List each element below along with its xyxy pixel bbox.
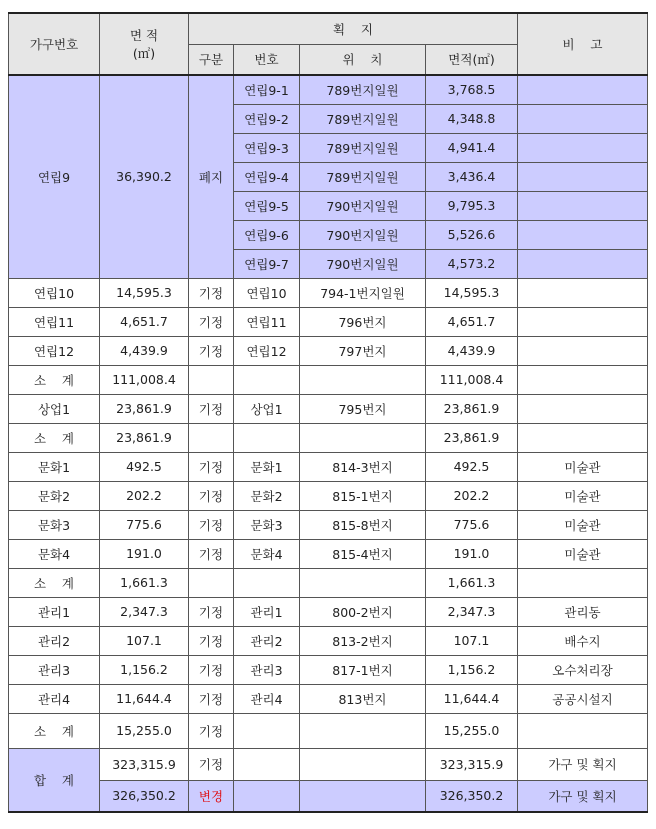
remark-cell [518, 75, 648, 104]
parcel-number-cell [234, 713, 300, 748]
remark-cell: 미술관 [518, 539, 648, 568]
category-cell: 기정 [189, 278, 234, 307]
header-remark: 비 고 [518, 13, 648, 75]
parcel-location-cell: 815-4번지 [300, 539, 426, 568]
block-area-cell: 2,347.3 [100, 597, 189, 626]
parcel-number-cell: 문화1 [234, 452, 300, 481]
block-area-cell: 4,439.9 [100, 336, 189, 365]
table-row [9, 655, 648, 684]
parcel-area-cell: 4,941.4 [426, 133, 518, 162]
remark-cell [518, 249, 648, 278]
total-number-cell [234, 780, 300, 812]
parcel-location-cell: 813번지 [300, 684, 426, 713]
remark-cell [518, 307, 648, 336]
parcel-location-cell: 790번지일원 [300, 220, 426, 249]
parcel-location-cell: 789번지일원 [300, 162, 426, 191]
parcel-area-cell: 11,644.4 [426, 684, 518, 713]
parcel-number-cell: 관리2 [234, 626, 300, 655]
parcel-area-cell: 492.5 [426, 452, 518, 481]
parcel-location-cell: 797번지 [300, 336, 426, 365]
parcel-location-cell: 789번지일원 [300, 75, 426, 104]
parcel-area-cell: 3,436.4 [426, 162, 518, 191]
parcel-number-cell: 관리1 [234, 597, 300, 626]
block-area-cell: 14,595.3 [100, 278, 189, 307]
block-area-cell: 191.0 [100, 539, 189, 568]
parcel-location-cell: 817-1번지 [300, 655, 426, 684]
subtotal-row [9, 568, 648, 597]
remark-cell [518, 394, 648, 423]
block-number-cell: 연립10 [9, 278, 100, 307]
block-number-cell: 연립11 [9, 307, 100, 336]
parcel-location-cell [300, 568, 426, 597]
block-area-cell: 107.1 [100, 626, 189, 655]
block-number-cell: 연립9 [9, 75, 100, 278]
parcel-area-cell: 4,439.9 [426, 336, 518, 365]
total-category-cell: 변경 [189, 780, 234, 812]
parcel-area-cell: 775.6 [426, 510, 518, 539]
block-area-cell: 15,255.0 [100, 713, 189, 748]
block-area-cell: 4,651.7 [100, 307, 189, 336]
total-area-cell: 323,315.9 [100, 748, 189, 780]
block-number-cell: 소 계 [9, 423, 100, 452]
category-cell: 기정 [189, 510, 234, 539]
block-number-cell: 소 계 [9, 365, 100, 394]
parcel-location-cell: 790번지일원 [300, 191, 426, 220]
block-area-cell: 202.2 [100, 481, 189, 510]
parcel-number-cell [234, 568, 300, 597]
block-number-cell: 소 계 [9, 713, 100, 748]
parcel-number-cell [234, 423, 300, 452]
total-location-cell [300, 780, 426, 812]
table-row [9, 481, 648, 510]
remark-cell: 미술관 [518, 510, 648, 539]
parcel-number-cell: 연립9-7 [234, 249, 300, 278]
parcel-location-cell: 813-2번지 [300, 626, 426, 655]
subtotal-row [9, 423, 648, 452]
table-row [9, 626, 648, 655]
parcel-area-cell: 3,768.5 [426, 75, 518, 104]
table-row [9, 278, 648, 307]
subtotal-row [9, 365, 648, 394]
parcel-location-cell: 815-1번지 [300, 481, 426, 510]
parcel-number-cell [234, 365, 300, 394]
category-cell: 기정 [189, 539, 234, 568]
block-area-cell: 111,008.4 [100, 365, 189, 394]
parcel-area-cell: 1,661.3 [426, 568, 518, 597]
parcel-number-cell: 연립10 [234, 278, 300, 307]
parcel-number-cell: 연립9-6 [234, 220, 300, 249]
category-cell: 기정 [189, 307, 234, 336]
parcel-number-cell: 관리4 [234, 684, 300, 713]
table-row [9, 510, 648, 539]
parcel-location-cell [300, 713, 426, 748]
category-cell: 기정 [189, 713, 234, 748]
category-cell: 기정 [189, 684, 234, 713]
block-number-cell: 소 계 [9, 568, 100, 597]
parcel-number-cell: 상업1 [234, 394, 300, 423]
land-parcel-table [8, 12, 648, 813]
parcel-area-cell: 23,861.9 [426, 423, 518, 452]
parcel-area-cell: 4,651.7 [426, 307, 518, 336]
category-cell [189, 365, 234, 394]
block-area-cell: 23,861.9 [100, 423, 189, 452]
remark-cell: 관리동 [518, 597, 648, 626]
remark-cell: 미술관 [518, 452, 648, 481]
remark-cell [518, 191, 648, 220]
block-area-cell: 775.6 [100, 510, 189, 539]
parcel-area-cell: 107.1 [426, 626, 518, 655]
parcel-number-cell: 연립9-4 [234, 162, 300, 191]
category-cell: 기정 [189, 452, 234, 481]
parcel-area-cell: 5,526.6 [426, 220, 518, 249]
total-category-cell: 기정 [189, 748, 234, 780]
block-number-cell: 문화1 [9, 452, 100, 481]
block-number-cell: 문화2 [9, 481, 100, 510]
parcel-area-cell: 9,795.3 [426, 191, 518, 220]
parcel-area-cell: 23,861.9 [426, 394, 518, 423]
total-row-existing [9, 748, 648, 780]
total-parcel-area-cell: 326,350.2 [426, 780, 518, 812]
parcel-area-cell: 191.0 [426, 539, 518, 568]
parcel-area-cell: 14,595.3 [426, 278, 518, 307]
total-area-cell: 326,350.2 [100, 780, 189, 812]
block-number-cell: 관리3 [9, 655, 100, 684]
parcel-number-cell: 문화2 [234, 481, 300, 510]
header-area-unit: (㎡) [132, 46, 156, 61]
parcel-location-cell: 790번지일원 [300, 249, 426, 278]
remark-cell [518, 423, 648, 452]
remark-cell: 오수처리장 [518, 655, 648, 684]
category-cell: 기정 [189, 481, 234, 510]
category-cell: 기정 [189, 597, 234, 626]
category-cell: 기정 [189, 626, 234, 655]
remark-cell [518, 713, 648, 748]
parcel-location-cell: 794-1번지일원 [300, 278, 426, 307]
header-parcel-area: 면적(㎡) [426, 44, 518, 75]
remark-cell: 배수지 [518, 626, 648, 655]
header-number: 번호 [234, 44, 300, 75]
header-area [100, 13, 189, 75]
remark-cell [518, 220, 648, 249]
total-label-cell: 합 계 [9, 748, 100, 812]
remark-cell [518, 365, 648, 394]
total-remark-cell: 가구 및 획지 [518, 780, 648, 812]
parcel-area-cell: 202.2 [426, 481, 518, 510]
block-area-cell: 23,861.9 [100, 394, 189, 423]
block-area-cell: 11,644.4 [100, 684, 189, 713]
category-cell: 기정 [189, 655, 234, 684]
total-parcel-area-cell: 323,315.9 [426, 748, 518, 780]
parcel-number-cell: 연립9-1 [234, 75, 300, 104]
header-parcel-group: 획 지 [189, 13, 518, 44]
block-area-cell: 1,156.2 [100, 655, 189, 684]
parcel-location-cell [300, 365, 426, 394]
parcel-area-cell: 4,573.2 [426, 249, 518, 278]
block-area-cell: 36,390.2 [100, 75, 189, 278]
parcel-number-cell: 연립9-5 [234, 191, 300, 220]
remark-cell [518, 336, 648, 365]
yeonrip9-row [9, 75, 648, 104]
parcel-number-cell: 연립9-3 [234, 133, 300, 162]
parcel-area-cell: 1,156.2 [426, 655, 518, 684]
parcel-location-cell: 800-2번지 [300, 597, 426, 626]
remark-cell [518, 162, 648, 191]
table-row [9, 684, 648, 713]
total-remark-cell: 가구 및 획지 [518, 748, 648, 780]
block-number-cell: 관리4 [9, 684, 100, 713]
table-row [9, 307, 648, 336]
parcel-area-cell: 111,008.4 [426, 365, 518, 394]
block-number-cell: 관리2 [9, 626, 100, 655]
block-number-cell: 문화3 [9, 510, 100, 539]
remark-cell [518, 278, 648, 307]
parcel-location-cell: 789번지일원 [300, 104, 426, 133]
total-row-changed [9, 780, 648, 812]
header-category: 구분 [189, 44, 234, 75]
table-row [9, 539, 648, 568]
parcel-number-cell: 연립9-2 [234, 104, 300, 133]
category-cell [189, 423, 234, 452]
block-area-cell: 1,661.3 [100, 568, 189, 597]
table-row [9, 452, 648, 481]
category-cell: 폐지 [189, 75, 234, 278]
category-cell [189, 568, 234, 597]
subtotal-row [9, 713, 648, 748]
table-row [9, 394, 648, 423]
table-row [9, 336, 648, 365]
parcel-area-cell: 15,255.0 [426, 713, 518, 748]
parcel-area-cell: 2,347.3 [426, 597, 518, 626]
parcel-number-cell: 연립11 [234, 307, 300, 336]
total-location-cell [300, 748, 426, 780]
category-cell: 기정 [189, 336, 234, 365]
category-cell: 기정 [189, 394, 234, 423]
remark-cell: 미술관 [518, 481, 648, 510]
parcel-number-cell: 문화3 [234, 510, 300, 539]
parcel-number-cell: 관리3 [234, 655, 300, 684]
header-area-label: 면 적 [129, 28, 159, 43]
parcel-number-cell: 연립12 [234, 336, 300, 365]
parcel-location-cell: 796번지 [300, 307, 426, 336]
parcel-location-cell: 795번지 [300, 394, 426, 423]
parcel-location-cell [300, 423, 426, 452]
remark-cell: 공공시설지 [518, 684, 648, 713]
block-number-cell: 관리1 [9, 597, 100, 626]
parcel-location-cell: 814-3번지 [300, 452, 426, 481]
header-location: 위 치 [300, 44, 426, 75]
remark-cell [518, 104, 648, 133]
parcel-location-cell: 815-8번지 [300, 510, 426, 539]
header-block-number: 가구번호 [9, 13, 100, 75]
remark-cell [518, 133, 648, 162]
total-number-cell [234, 748, 300, 780]
block-number-cell: 연립12 [9, 336, 100, 365]
block-area-cell: 492.5 [100, 452, 189, 481]
parcel-area-cell: 4,348.8 [426, 104, 518, 133]
remark-cell [518, 568, 648, 597]
block-number-cell: 문화4 [9, 539, 100, 568]
block-number-cell: 상업1 [9, 394, 100, 423]
table-row [9, 597, 648, 626]
parcel-location-cell: 789번지일원 [300, 133, 426, 162]
header-row-1 [9, 13, 648, 44]
parcel-number-cell: 문화4 [234, 539, 300, 568]
